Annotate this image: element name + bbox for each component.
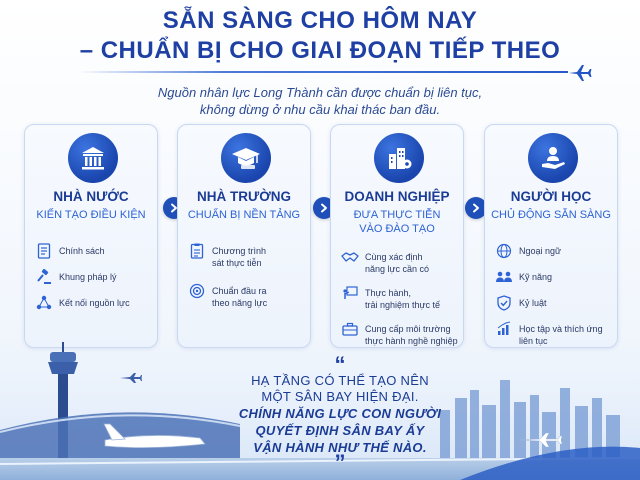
quote-line-1: HẠ TẦNG CÓ THỂ TẠO NÊN [251, 373, 429, 388]
quote-line-5: VẬN HÀNH NHƯ THẾ NÀO. [253, 440, 427, 455]
learner-hand-icon [528, 133, 578, 183]
list-item: Cung cấp môi trường [341, 321, 463, 347]
airplane-icon [568, 62, 592, 82]
card-title: NGƯỜI HỌC [510, 189, 592, 204]
card-subtitle: KIẾN TẠO ĐIỀU KIỆN [36, 209, 146, 221]
shield-check-icon [495, 295, 513, 311]
card-subtitle: CHỦ ĐỘNG SẴN SÀNG [491, 209, 611, 221]
card-title: DOANH NGHIỆP [344, 189, 450, 204]
briefcase-icon [341, 321, 359, 337]
card-nha-truong [177, 124, 311, 348]
list-item: Kỹ năng [495, 269, 617, 285]
list-item: Kỷ luật [495, 295, 617, 311]
graduation-cap-icon [221, 133, 271, 183]
quote-line-4: QUYẾT ĐỊNH SÂN BAY ẤY [255, 423, 425, 438]
title-line-1: SẴN SÀNG CHO HÔM NAY [162, 7, 478, 34]
list-item: Học tập và thích ứng [495, 321, 617, 347]
growth-chart-icon [495, 321, 513, 337]
quote-line-2: MỘT SÂN BAY HIỆN ĐẠI. [261, 389, 419, 404]
handshake-icon [341, 249, 359, 265]
gavel-icon [35, 269, 53, 285]
subtitle-line-1: Nguồn nhân lực Long Thành cần được chuẩn bị liên tục, [157, 85, 483, 100]
card-items [188, 243, 310, 319]
title-divider [78, 71, 568, 73]
title-line-2: – CHUẨN BỊ CHO GIAI ĐOẠN TIẾP THEO [79, 37, 561, 64]
card-doanh-nghiep [330, 124, 464, 348]
subtitle-line-2: không dừng ở nhu cầu khai thác ban đầu. [199, 102, 441, 117]
list-item: Cùng xác định năng lực cần có [341, 249, 463, 275]
subtitle [0, 84, 640, 118]
people-icon [495, 269, 513, 285]
card-title: NHÀ TRƯỜNG [197, 189, 291, 204]
list-item: Chính sách [35, 243, 157, 259]
card-nguoi-hoc [484, 124, 618, 348]
document-icon [35, 243, 53, 259]
target-icon [188, 283, 206, 299]
list-item: Ngoại ngữ [495, 243, 617, 259]
list-item: Chuẩn đầu ra theo năng lực [188, 283, 310, 309]
quote-close-mark: ” [334, 450, 346, 475]
presentation-icon [341, 285, 359, 301]
globe-icon [495, 243, 513, 259]
card-subtitle: ĐƯA THỰC TIỄN VÀO ĐÀO TẠO [353, 209, 441, 235]
quote-line-3: CHÍNH NĂNG LỰC CON NGƯỜI [238, 406, 442, 421]
quote-open-mark: “ [334, 352, 346, 377]
page-title [0, 6, 640, 66]
list-item: Thực hành, trải nghiệm thực tế [341, 285, 463, 311]
card-items [35, 243, 157, 321]
list-item: Khung pháp lý [35, 269, 157, 285]
government-building-icon [68, 133, 118, 183]
network-icon [35, 295, 53, 311]
list-item: Chương trình sát thực tiễn [188, 243, 310, 269]
quote [220, 352, 460, 475]
card-nha-nuoc [24, 124, 158, 348]
buildings-gear-icon [374, 133, 424, 183]
card-subtitle: CHUẨN BỊ NỀN TẢNG [187, 209, 301, 221]
list-item: Kết nối nguồn lực [35, 295, 157, 311]
card-title: NHÀ NƯỚC [53, 189, 129, 204]
checklist-icon [188, 243, 206, 259]
